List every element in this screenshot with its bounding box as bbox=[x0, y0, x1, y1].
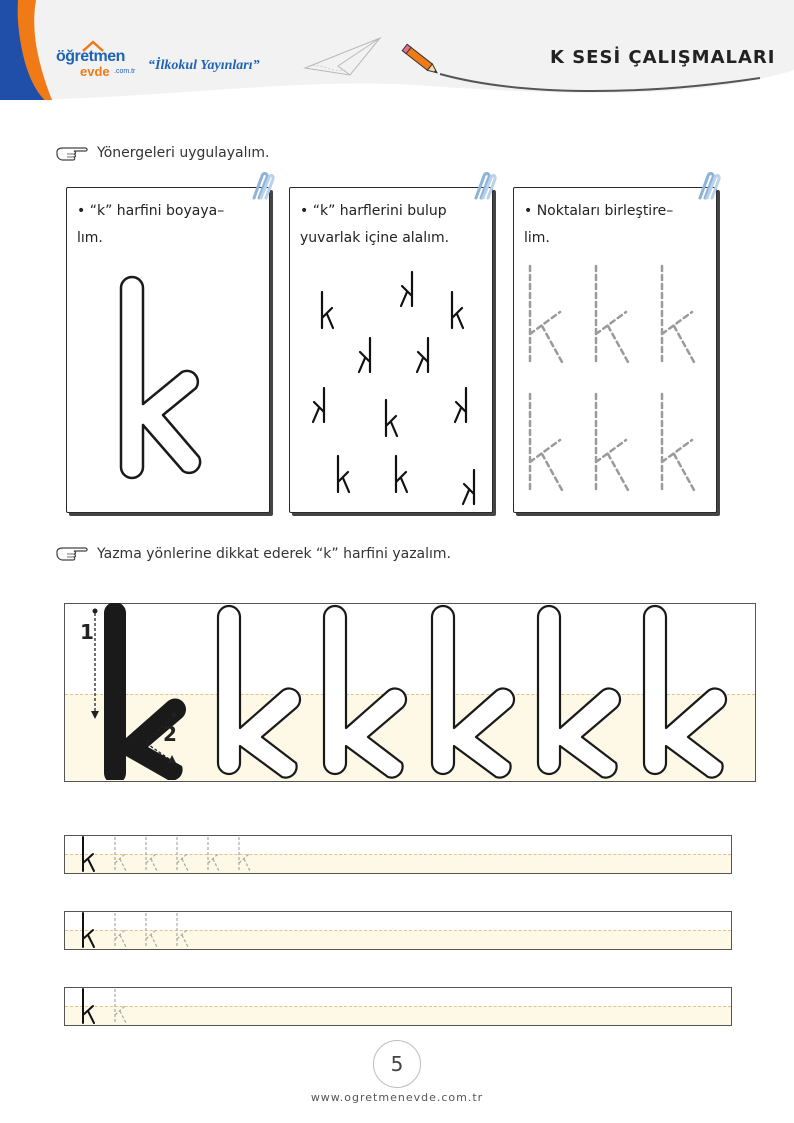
guide-letter-k bbox=[115, 837, 126, 871]
section1-instruction: Yönergeleri uygulayalım. bbox=[97, 145, 270, 161]
paperclip-icon bbox=[694, 170, 722, 202]
pointing-hand-icon bbox=[55, 144, 89, 164]
outline-letter-k bbox=[538, 606, 620, 778]
guide-letter-k bbox=[177, 837, 188, 871]
dotted-k bbox=[596, 394, 628, 490]
panel-1-line1: • “k” harfini boyaya– bbox=[77, 203, 225, 219]
letter-k bbox=[338, 456, 349, 492]
slogan: “İlkokul Yayınları” bbox=[148, 58, 260, 73]
pencil-icon bbox=[400, 42, 444, 80]
guide-letter-k bbox=[239, 837, 250, 871]
practice-row[interactable] bbox=[64, 835, 732, 874]
model-letter-k bbox=[83, 989, 94, 1023]
letter-k-mirrored bbox=[455, 388, 466, 422]
page-number-circle bbox=[373, 1040, 421, 1088]
logo-top-text: öğretmen bbox=[56, 48, 125, 65]
dotted-k bbox=[530, 266, 562, 362]
letter-k-mirrored bbox=[417, 338, 428, 372]
letter-k-mirrored bbox=[463, 470, 474, 504]
panel-1-line2: lım. bbox=[77, 230, 103, 246]
dotted-k bbox=[530, 394, 562, 490]
guide-letter-k bbox=[177, 913, 188, 947]
letter-k bbox=[396, 456, 407, 492]
paperclip-icon bbox=[248, 170, 276, 202]
outline-letter-k bbox=[644, 606, 726, 778]
big-letters bbox=[64, 603, 754, 780]
paper-plane-icon bbox=[300, 30, 390, 80]
letter-k bbox=[452, 292, 463, 328]
outline-letter-k bbox=[324, 606, 406, 778]
paperclip-icon bbox=[470, 170, 498, 202]
practice-row[interactable] bbox=[64, 987, 732, 1026]
letter-k bbox=[322, 292, 333, 328]
guide-letter-k bbox=[146, 913, 157, 947]
logo bbox=[56, 44, 146, 84]
page-title: K SESİ ÇALIŞMALARI bbox=[550, 47, 776, 68]
stroke-label-1: 1 bbox=[80, 620, 94, 644]
letter-k bbox=[386, 400, 397, 436]
guide-letter-k bbox=[115, 989, 126, 1023]
letter-k-mirrored bbox=[313, 388, 324, 422]
outline-letter-k bbox=[432, 606, 514, 778]
model-letter-k bbox=[104, 603, 186, 780]
panel-color-letter bbox=[66, 187, 270, 513]
panel-2-line1: • “k” harflerini bulup bbox=[300, 203, 447, 219]
model-letter-k bbox=[83, 837, 94, 871]
dotted-k bbox=[662, 394, 694, 490]
guide-letter-k bbox=[115, 913, 126, 947]
panel-2-line2: yuvarlak içine alalım. bbox=[300, 230, 450, 246]
panel-find-letters bbox=[289, 187, 493, 513]
letter-k-mirrored bbox=[401, 272, 412, 306]
practice-row[interactable] bbox=[64, 911, 732, 950]
page-number: 5 bbox=[390, 1052, 404, 1076]
stroke-label-2: 2 bbox=[163, 722, 177, 746]
scattered-letters[interactable] bbox=[290, 188, 492, 512]
logo-domain-text: .com.tr bbox=[114, 68, 136, 75]
outline-letter-k[interactable] bbox=[115, 274, 205, 484]
guide-letter-k bbox=[208, 837, 219, 871]
guide-letter-k bbox=[146, 837, 157, 871]
panel-connect-dots bbox=[513, 187, 717, 513]
section2-instruction: Yazma yönlerine dikkat ederek “k” harfini yazalım. bbox=[97, 546, 451, 562]
dotted-k bbox=[596, 266, 628, 362]
letter-k-mirrored bbox=[359, 338, 370, 372]
pointing-hand-icon bbox=[55, 544, 89, 564]
panel-3-line1: • Noktaları birleştire– bbox=[524, 203, 674, 219]
logo-bottom-text: evde bbox=[80, 64, 110, 79]
outline-letter-k bbox=[218, 606, 300, 778]
dotted-k bbox=[662, 266, 694, 362]
model-letter-k bbox=[83, 913, 94, 947]
footer-url[interactable]: www.ogretmenevde.com.tr bbox=[310, 1091, 484, 1104]
panel-3-line2: lim. bbox=[524, 230, 550, 246]
dotted-letters[interactable] bbox=[514, 188, 716, 512]
